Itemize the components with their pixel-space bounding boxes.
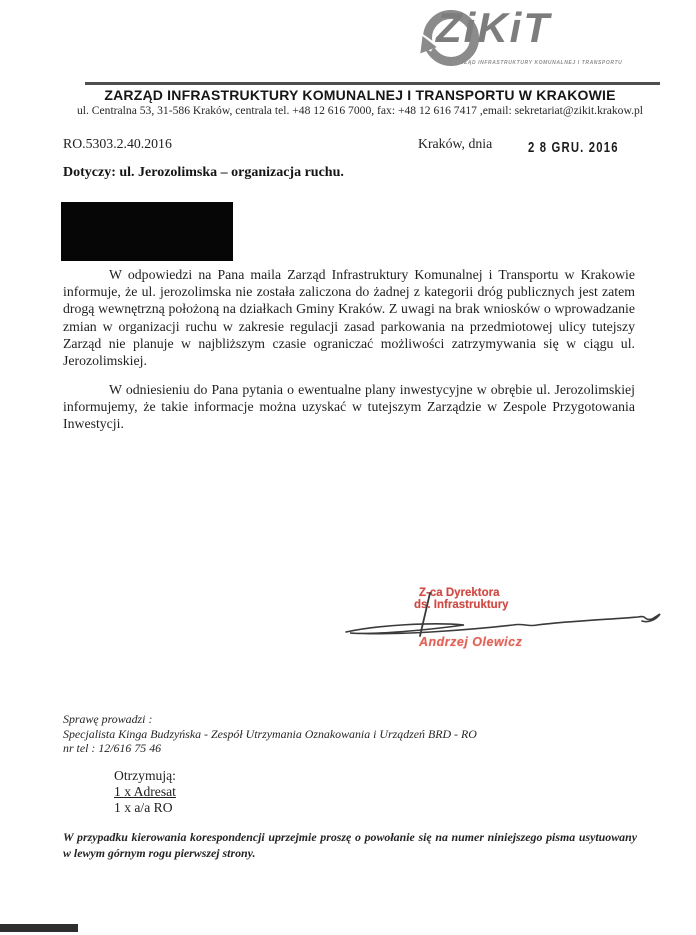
zikit-logo <box>423 4 623 76</box>
subject-line: Dotyczy: ul. Jerozolimska – organizacja ruchu. <box>63 165 344 180</box>
signer-name-stamp: Andrzej Olewicz <box>419 635 523 649</box>
stamp-title-line-1: Z-ca Dyrektora <box>419 587 500 599</box>
case-officer-block <box>63 712 477 756</box>
case-officer-person: Specjalista Kinga Budzyńska - Zespół Utrzymania Oznakowania i Urządzeń BRD - RO <box>63 726 477 741</box>
case-officer-phone: nr tel : 12/616 75 46 <box>63 741 162 756</box>
organization-name: ZARZĄD INFRASTRUKTURY KOMUNALNEJ I TRANSPORTU W KRAKOWIE <box>104 87 616 103</box>
distribution-heading: Otrzymują: <box>114 768 176 783</box>
organization-address: ul. Centralna 53, 31-586 Kraków, centrala tel. +48 12 616 7000, fax: +48 12 616 7417 ,email: sekretariat@zikit.krakow.pl <box>76 104 644 117</box>
stamp-title-line-2: ds. Infrastruktury <box>414 599 509 611</box>
logo-tagline: ZARZĄD INFRASTRUKTURY KOMUNALNEJ I TRANSPORTU <box>452 60 623 66</box>
logo-wordmark: ZiKiT <box>436 4 551 51</box>
redacted-recipient-block <box>61 202 233 261</box>
scan-artifact-bar <box>0 924 78 932</box>
signature-stroke <box>346 614 660 634</box>
distribution-item: 1 x Adresat <box>114 784 176 800</box>
distribution-list <box>114 768 176 817</box>
case-officer-label: Sprawę prowadzi : <box>63 712 153 726</box>
correspondence-note: W przypadku kierowania korespondencji uprzejmie proszę o powołanie się na numer niniejszego pisma usytuowany w lewym górnym rogu pierwszej strony. <box>63 830 637 860</box>
reference-number: RO.5303.2.40.2016 <box>63 136 172 151</box>
distribution-item: 1 x a/a RO <box>114 800 173 816</box>
header-divider <box>85 82 660 85</box>
place-date-label: Kraków, dnia <box>418 136 493 151</box>
body-paragraph-2: W odniesieniu do Pana pytania o ewentualne plany inwestycyjne w obrębie ul. Jerozolimskiej informujemy, że takie informacje można uzyskać w tutejszym Zarządzie w Zespole Przygotowania Inwestycji. <box>63 382 635 432</box>
date-stamp: 2 8 GRU. 2016 <box>528 140 619 156</box>
body-paragraph-1: W odpowiedzi na Pana maila Zarząd Infrastruktury Komunalnej i Transportu w Krakowie informuje, że ul. jerozolimska nie została zaliczona do żadnej z kategorii dróg publicznych jest zatem drogą wewnętrzną położoną na działkach Gminy Kraków. Z uwagi na brak wniosków o wprowadzanie zmian w organizacji ruchu w zakresie regulacji zasad parkowania na przedmiotowej ulicy tutejszy Zarząd nie planuje w najbliższym czasie ograniczać możliwości zatrzymywania się w ciągu ul. Jerozolimskiej. <box>63 267 635 369</box>
